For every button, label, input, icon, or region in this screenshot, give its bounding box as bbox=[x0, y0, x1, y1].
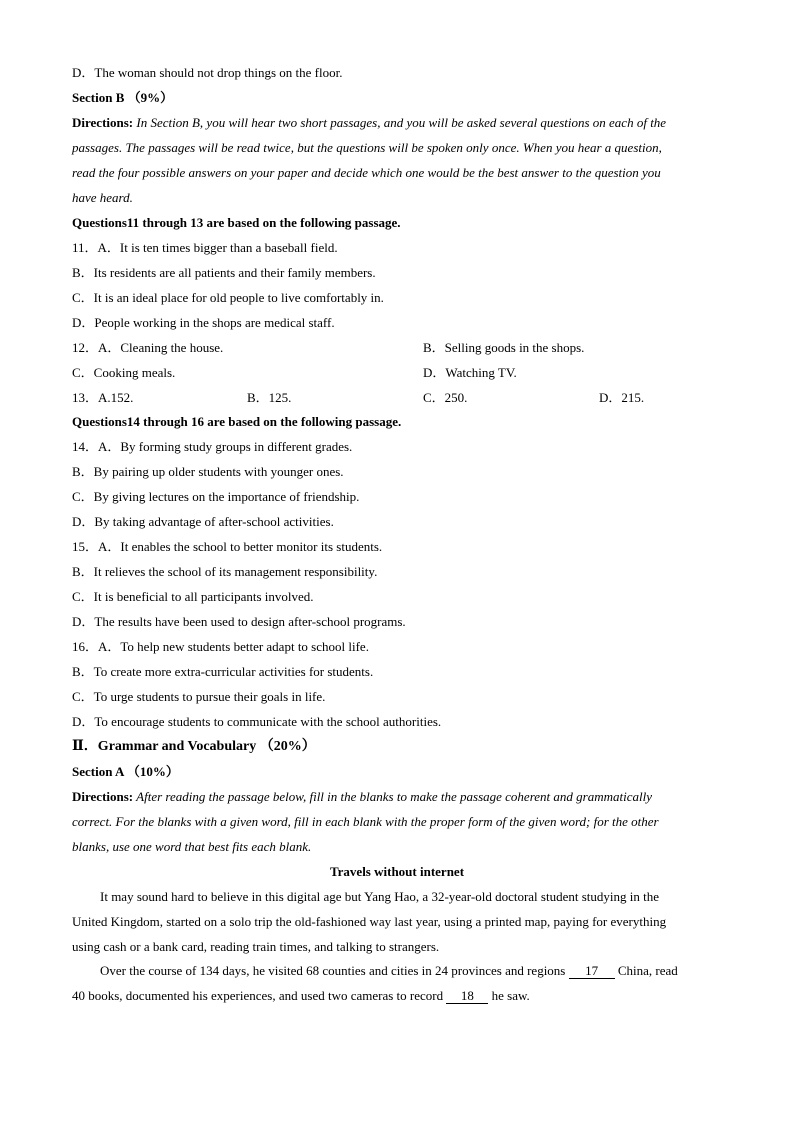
q14-option-d: D．By taking advantage of after-school activities. bbox=[72, 514, 334, 529]
q11-option-a: 11．A．It is ten times bigger than a baseball field. bbox=[72, 240, 338, 255]
paragraph-2-text: Over the course of 134 days, he visited 68 counties and cities in 24 provinces and regions bbox=[100, 963, 569, 978]
q12-option-c: C．Cooking meals. bbox=[72, 365, 176, 380]
section-b-directions-line-4: have heard. bbox=[72, 190, 133, 205]
q15-option-d: D．The results have been used to design after-school programs. bbox=[72, 614, 406, 629]
section-b-directions-line-2: passages. The passages will be read twice, but the questions will be spoken only once. When you hear a question, bbox=[72, 140, 662, 155]
paragraph-1-line-2: United Kingdom, started on a solo trip the old-fashioned way last year, using a printed map, paying for everything bbox=[72, 914, 667, 929]
section-a-directions-line-3: blanks, use one word that best fits each blank. bbox=[72, 839, 312, 854]
section-a-directions-line-1 bbox=[72, 789, 652, 805]
q16-option-c: C．To urge students to pursue their goals in life. bbox=[72, 689, 326, 704]
directions-text: In Section B, you will hear two short passages, and you will be asked several questions on each of the bbox=[133, 115, 667, 130]
blank-17[interactable]: 17 bbox=[569, 964, 615, 979]
paragraph-2-text: 40 books, documented his experiences, and used two cameras to record bbox=[72, 988, 447, 1003]
passage-title: Travels without internet bbox=[329, 864, 465, 879]
section-a-directions-line-2: correct. For the blanks with a given word, fill in each blank with the proper form of the given word; for the other bbox=[72, 814, 659, 829]
blank-18[interactable]: 18 bbox=[446, 989, 488, 1004]
q13-option-c: C．250. bbox=[423, 390, 468, 405]
paragraph-2-line-2 bbox=[72, 988, 530, 1004]
q15-option-b: B．It relieves the school of its management responsibility. bbox=[72, 564, 378, 579]
paragraph-1-line-3: using cash or a bank card, reading train times, and talking to strangers. bbox=[72, 939, 440, 954]
part-2-heading: Ⅱ．Grammar and Vocabulary （20%） bbox=[72, 739, 316, 754]
q16-option-b: B．To create more extra-curricular activities for students. bbox=[72, 664, 374, 679]
q13-option-a: 13．A.152. bbox=[72, 390, 134, 405]
q12-option-d: D．Watching TV. bbox=[423, 365, 517, 380]
questions-14-16-heading: Questions14 through 16 are based on the following passage. bbox=[72, 414, 402, 429]
directions-text: After reading the passage below, fill in the blanks to make the passage coherent and grammatically bbox=[133, 789, 652, 804]
section-a-heading: Section A （10%） bbox=[72, 764, 179, 779]
directions-label: Directions: bbox=[72, 789, 134, 804]
option-d-previous: D．The woman should not drop things on the floor. bbox=[72, 65, 343, 80]
q14-option-b: B．By pairing up older students with younger ones. bbox=[72, 464, 344, 479]
q13-option-b: B．125. bbox=[247, 390, 292, 405]
paragraph-2-text: he saw. bbox=[488, 988, 530, 1003]
q11-option-b: B．Its residents are all patients and their family members. bbox=[72, 265, 376, 280]
q14-option-c: C．By giving lectures on the importance of friendship. bbox=[72, 489, 360, 504]
directions-label: Directions: bbox=[72, 115, 134, 130]
q15-option-a: 15．A．It enables the school to better monitor its students. bbox=[72, 539, 383, 554]
section-b-directions-line-1 bbox=[72, 115, 666, 131]
q12-option-a: 12．A．Cleaning the house. bbox=[72, 340, 224, 355]
paragraph-1-line-1: It may sound hard to believe in this digital age but Yang Hao, a 32-year-old doctoral student studying in the bbox=[100, 889, 659, 904]
q16-option-a: 16．A．To help new students better adapt to school life. bbox=[72, 639, 369, 654]
q11-option-c: C．It is an ideal place for old people to live comfortably in. bbox=[72, 290, 384, 305]
q14-option-a: 14．A．By forming study groups in different grades. bbox=[72, 439, 353, 454]
section-b-heading: Section B （9%） bbox=[72, 90, 174, 105]
paragraph-2-line-1 bbox=[100, 963, 678, 979]
q11-option-d: D．People working in the shops are medical staff. bbox=[72, 315, 335, 330]
q15-option-c: C．It is beneficial to all participants involved. bbox=[72, 589, 314, 604]
section-b-directions-line-3: read the four possible answers on your paper and decide which one would be the best answer to the question you bbox=[72, 165, 661, 180]
q13-option-d: D．215. bbox=[599, 390, 645, 405]
q16-option-d: D．To encourage students to communicate with the school authorities. bbox=[72, 714, 442, 729]
questions-11-13-heading: Questions11 through 13 are based on the following passage. bbox=[72, 215, 401, 230]
paragraph-2-text: China, read bbox=[614, 963, 678, 978]
q12-option-b: B．Selling goods in the shops. bbox=[423, 340, 585, 355]
